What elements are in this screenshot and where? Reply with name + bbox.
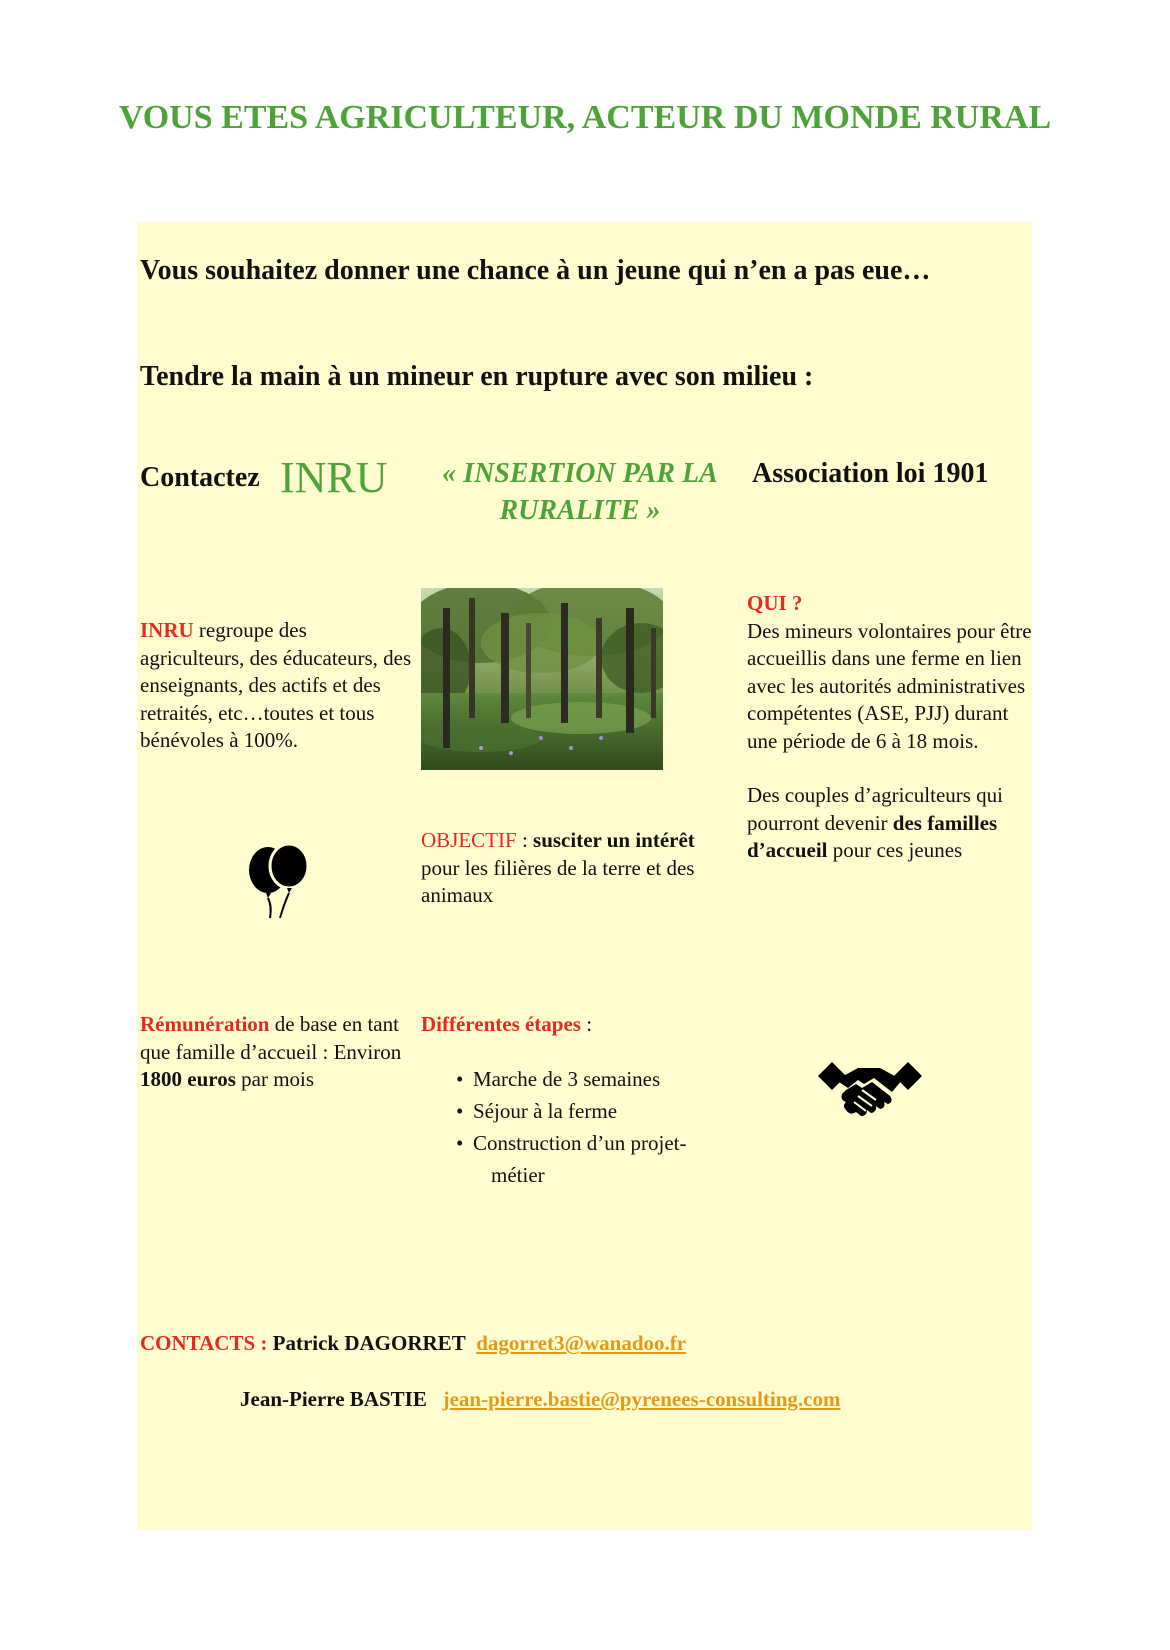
etapes-list [421,1063,741,1191]
contact-person-1: Patrick DAGORRET [272,1331,466,1355]
qui-block [747,590,1037,865]
contact-prefix [140,462,260,494]
inru-keyword: INRU [140,618,194,642]
qui-text-2c: pour ces jeunes [827,838,963,862]
remuneration-text-b: par mois [235,1067,315,1091]
objectif-bold: susciter un intérêt [533,828,695,852]
remuneration-keyword: Rémunération [140,1012,270,1036]
objectif-text: pour les filières de la terre et des animaux [421,855,695,907]
list-item [421,1095,741,1127]
etapes-sep: : [580,1012,593,1036]
contacts-line-1 [140,1329,686,1357]
handshake-icon [818,1058,922,1122]
remuneration-amount: 1800 euros [140,1067,236,1091]
qui-text-2a: Des couples d’agriculteurs qui pourront devenir [747,783,1004,835]
intro-line-1: Vous souhaitez donner une chance à un jeune qui n’en a pas eue… [140,255,931,286]
contact-prefix-text: Contactez [140,462,260,493]
step-3-cont: métier [491,1163,545,1187]
page-title: VOUS ETES AGRICULTEUR, ACTEUR DU MONDE RURAL [118,99,1052,136]
list-item [421,1127,741,1191]
inru-name: INRU [280,453,388,502]
contact-person-2: Jean-Pierre BASTIE [240,1387,427,1411]
qui-text-2 [747,782,1037,865]
forest-photo-art [421,588,663,770]
step-3: Construction d’un projet- [473,1131,687,1155]
inru-text: regroupe des agriculteurs, des éducateurs, des enseignants, des actifs et des retraités, etc…toutes et tous bénévoles à 100%. [140,618,412,752]
objectif-block [421,827,706,910]
association-label: Association loi 1901 [752,458,989,489]
step-1: Marche de 3 semaines [473,1067,661,1091]
list-item [421,1063,741,1095]
remuneration-text-a: de base en tant que famille d’accueil : Environ [140,1012,402,1064]
inru-description [140,617,415,755]
qui-text-2b: des familles d’accueil [747,810,998,862]
objectif-keyword: OBJECTIF [421,828,517,852]
forest-photo [421,588,663,770]
tagline: « INSERTION PAR LA RURALITE » [442,458,718,526]
contact-email-2[interactable]: jean-pierre.bastie@pyrenees-consulting.com [442,1387,841,1411]
contact-email-1[interactable]: dagorret3@wanadoo.fr [476,1331,687,1355]
contacts-line-2 [240,1385,840,1413]
intro-line-2: Tendre la main à un mineur en rupture avec son milieu : [140,361,814,392]
etapes-heading [421,1011,721,1039]
remuneration-block [140,1011,405,1094]
qui-heading: QUI ? [747,591,803,615]
qui-text: Des mineurs volontaires pour être accueillis dans une ferme en lien avec les autorités administratives compétentes (ASE, PJJ) durant une période de 6 à 18 mois. [747,618,1032,753]
balloons-icon [244,842,314,920]
contacts-label: CONTACTS : [140,1331,268,1355]
step-2: Séjour à la ferme [473,1099,618,1123]
etapes-keyword: Différentes étapes [421,1012,581,1036]
objectif-sep: : [516,828,534,852]
